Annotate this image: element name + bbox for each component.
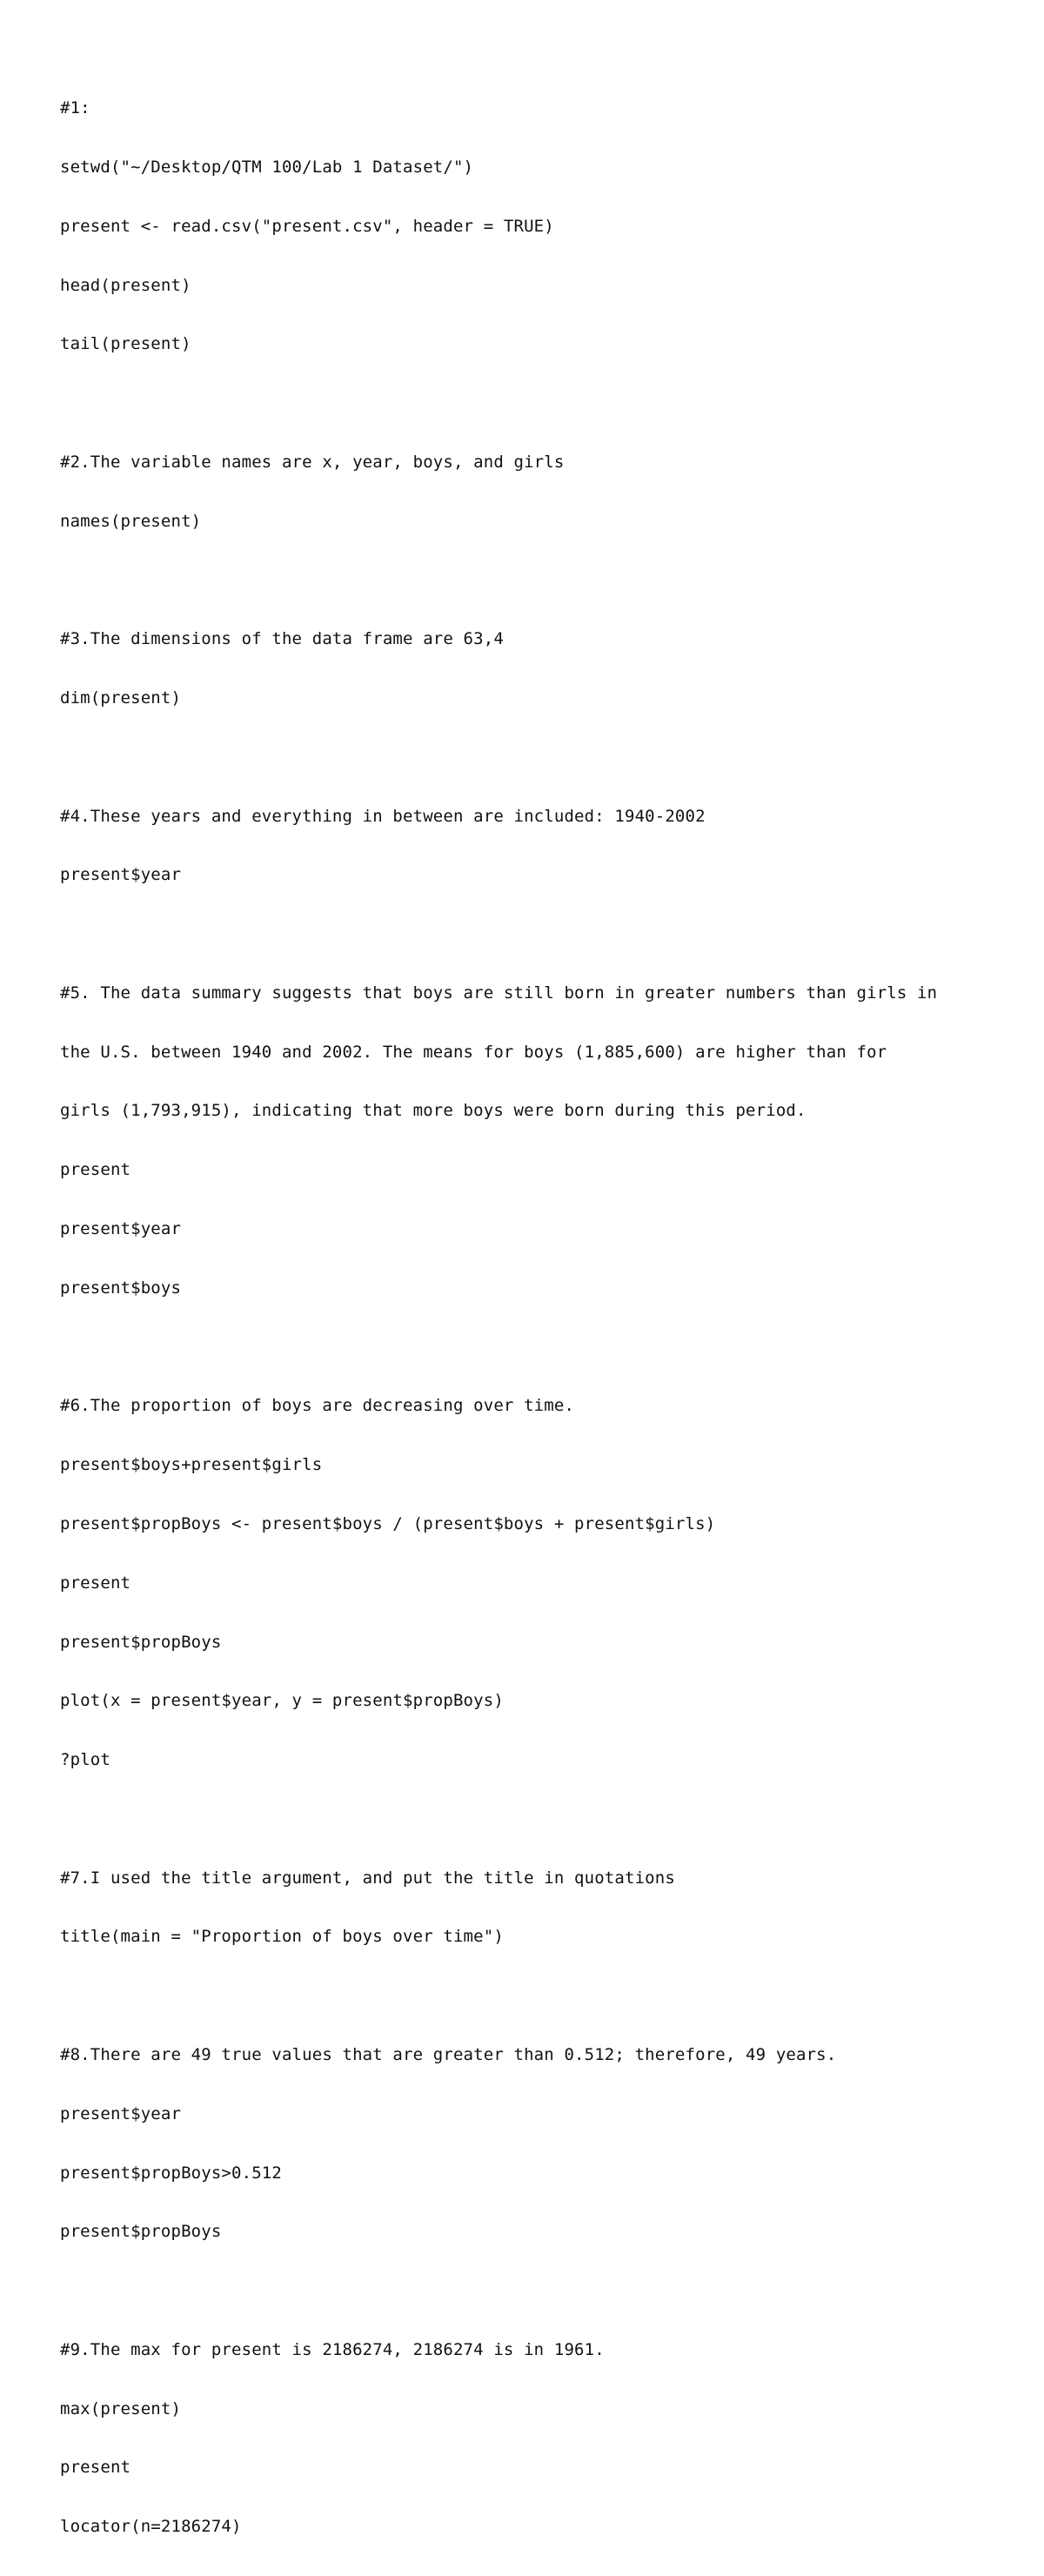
- code-line: present$boys+present$girls: [60, 1455, 323, 1475]
- blank-line: [60, 570, 1017, 590]
- code-line: head(present): [60, 275, 191, 295]
- code-line: max(present): [60, 2398, 182, 2418]
- comment-line: #2.The variable names are x, year, boys, and girls: [60, 452, 565, 472]
- comment-line: #9.The max for present is 2186274, 2186274 is in 1961.: [60, 2339, 605, 2359]
- code-line: ?plot: [60, 1750, 110, 1770]
- comment-line: #8.There are 49 true values that are greater than 0.512; therefore, 49 years.: [60, 2044, 837, 2064]
- code-line: present: [60, 2458, 131, 2478]
- blank-line: [60, 1338, 1017, 1358]
- blank-line: [60, 2281, 1017, 2301]
- code-line: present$propBoys: [60, 1632, 222, 1652]
- comment-line: #3.The dimensions of the data frame are 63,4: [60, 629, 504, 649]
- blank-line: [60, 924, 1017, 944]
- code-line: present <- read.csv("present.csv", header = TRUE): [60, 216, 554, 236]
- blank-line: [60, 1986, 1017, 2006]
- r-script-text: [60, 59, 1017, 2576]
- blank-line: [60, 393, 1017, 413]
- code-line: setwd("~/Desktop/QTM 100/Lab 1 Dataset/"): [60, 157, 474, 177]
- code-line: names(present): [60, 511, 202, 531]
- code-line: present$year: [60, 1219, 182, 1239]
- code-line: present$year: [60, 865, 182, 885]
- code-line: present$boys: [60, 1278, 182, 1298]
- blank-line: [60, 748, 1017, 768]
- code-line: present: [60, 1160, 131, 1180]
- code-line: present$propBoys <- present$boys / (present$boys + present$girls): [60, 1513, 716, 1533]
- blank-line: [60, 1809, 1017, 1829]
- comment-line: #7.I used the title argument, and put the title in quotations: [60, 1868, 675, 1888]
- code-line: title(main = "Proportion of boys over time"): [60, 1927, 504, 1947]
- code-line: present$propBoys: [60, 2222, 222, 2242]
- code-line: locator(n=2186274): [60, 2517, 242, 2537]
- code-line: plot(x = present$year, y = present$propBoys): [60, 1691, 504, 1711]
- code-line: present$propBoys>0.512: [60, 2163, 282, 2183]
- comment-line: the U.S. between 1940 and 2002. The means for boys (1,885,600) are higher than for: [60, 1042, 887, 1062]
- code-line: dim(present): [60, 688, 182, 708]
- comment-line: #6.The proportion of boys are decreasing over time.: [60, 1396, 575, 1416]
- code-line: tail(present): [60, 334, 191, 354]
- code-line: present: [60, 1573, 131, 1593]
- code-line: present$year: [60, 2103, 182, 2123]
- code-line: #1:: [60, 98, 90, 118]
- comment-line: #4.These years and everything in between are included: 1940-2002: [60, 806, 706, 826]
- comment-line: #5. The data summary suggests that boys are still born in greater numbers than girls in: [60, 983, 938, 1003]
- comment-line: girls (1,793,915), indicating that more boys were born during this period.: [60, 1101, 806, 1121]
